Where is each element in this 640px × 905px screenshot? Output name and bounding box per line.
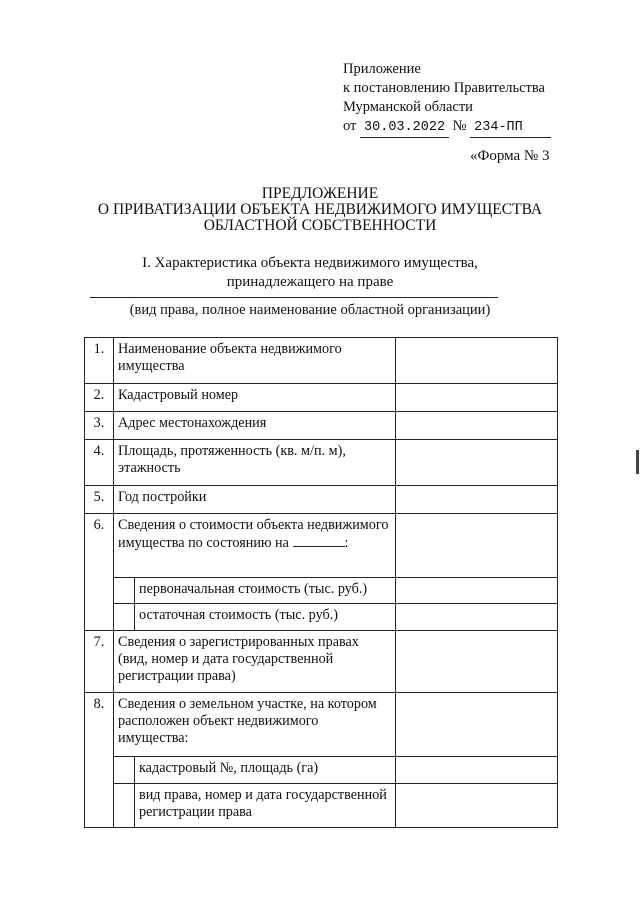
right-fill-line bbox=[90, 297, 498, 298]
table-row bbox=[85, 514, 558, 578]
appendix-line-1: Приложение bbox=[343, 61, 421, 77]
row-value-cell[interactable] bbox=[396, 440, 558, 486]
subrow-indent bbox=[114, 784, 135, 828]
table-row bbox=[85, 338, 558, 384]
row-label: Кадастровый номер bbox=[114, 384, 396, 412]
section-heading-line-2: принадлежащего на праве bbox=[226, 274, 394, 290]
row-number: 7. bbox=[85, 631, 114, 693]
table-row bbox=[85, 486, 558, 514]
row-value-cell[interactable] bbox=[396, 631, 558, 693]
row-label-container: Сведения о стоимости объекта недвижимого имущества по состоянию на : bbox=[114, 514, 396, 578]
number-label: № bbox=[452, 118, 467, 134]
subrow-value-cell[interactable] bbox=[396, 757, 558, 784]
row-label: Сведения о зарегистрированных правах (вид, номер и дата государственной регистрации права) bbox=[114, 631, 396, 693]
table-subrow bbox=[85, 604, 558, 631]
subrow-label: вид права, номер и дата государственной регистрации права bbox=[135, 784, 396, 828]
subrow-indent bbox=[114, 757, 135, 784]
appendix-line-3: Мурманской области bbox=[343, 99, 473, 115]
property-table bbox=[84, 337, 558, 828]
document-title-line-3: ОБЛАСТНОЙ СОБСТВЕННОСТИ bbox=[203, 217, 437, 234]
row-number: 6. bbox=[85, 514, 114, 631]
row-value-cell[interactable] bbox=[396, 384, 558, 412]
subrow-indent bbox=[114, 578, 135, 604]
appendix-date-line bbox=[343, 117, 551, 138]
table-subrow bbox=[85, 578, 558, 604]
subrow-value-cell[interactable] bbox=[396, 784, 558, 828]
row-value-cell[interactable] bbox=[396, 338, 558, 384]
appendix-header bbox=[343, 60, 551, 138]
table-subrow bbox=[85, 784, 558, 828]
from-label: от bbox=[343, 118, 357, 134]
subrow-label: остаточная стоимость (тыс. руб.) bbox=[135, 604, 396, 631]
appendix-line-2: к постановлению Правительства bbox=[343, 80, 545, 96]
row-number: 4. bbox=[85, 440, 114, 486]
row-number: 8. bbox=[85, 693, 114, 828]
row-label: Площадь, протяженность (кв. м/п. м), этажность bbox=[114, 440, 396, 486]
row-number: 5. bbox=[85, 486, 114, 514]
resolution-number: 234-ПП bbox=[470, 118, 551, 138]
subrow-label: кадастровый №, площадь (га) bbox=[135, 757, 396, 784]
subrow-value-cell[interactable] bbox=[396, 604, 558, 631]
form-label: «Форма № 3 bbox=[470, 148, 550, 164]
right-caption: (вид права, полное наименование областной организации) bbox=[129, 302, 491, 318]
table-subrow bbox=[85, 757, 558, 784]
row-value-cell[interactable] bbox=[396, 412, 558, 440]
table-row bbox=[85, 693, 558, 757]
table-row bbox=[85, 412, 558, 440]
row-number: 2. bbox=[85, 384, 114, 412]
row-label: Адрес местонахождения bbox=[114, 412, 396, 440]
scan-edge-mark bbox=[636, 450, 639, 474]
row-label: Сведения о стоимости объекта недвижимого имущества по состоянию на bbox=[118, 517, 389, 551]
row-number: 1. bbox=[85, 338, 114, 384]
row-number: 3. bbox=[85, 412, 114, 440]
subrow-value-cell[interactable] bbox=[396, 578, 558, 604]
row-value-cell[interactable] bbox=[396, 514, 558, 578]
subrow-indent bbox=[114, 604, 135, 631]
row-label: Год постройки bbox=[114, 486, 396, 514]
table-row bbox=[85, 631, 558, 693]
row-value-cell[interactable] bbox=[396, 486, 558, 514]
row-label: Сведения о земельном участке, на котором расположен объект недвижимого имущества: bbox=[114, 693, 396, 757]
date-blank[interactable] bbox=[293, 534, 345, 547]
resolution-date: 30.03.2022 bbox=[360, 118, 449, 138]
table-row bbox=[85, 440, 558, 486]
table-row bbox=[85, 384, 558, 412]
row-label: Наименование объекта недвижимого имущества bbox=[114, 338, 396, 384]
subrow-label: первоначальная стоимость (тыс. руб.) bbox=[135, 578, 396, 604]
section-heading-line-1: I. Характеристика объекта недвижимого имущества, bbox=[142, 255, 478, 271]
document-title-line-2: О ПРИВАТИЗАЦИИ ОБЪЕКТА НЕДВИЖИМОГО ИМУЩЕСТВА bbox=[97, 201, 543, 218]
section-heading bbox=[80, 254, 540, 292]
document-title-line-1: ПРЕДЛОЖЕНИЕ bbox=[261, 185, 379, 202]
row-value-cell[interactable] bbox=[396, 693, 558, 757]
